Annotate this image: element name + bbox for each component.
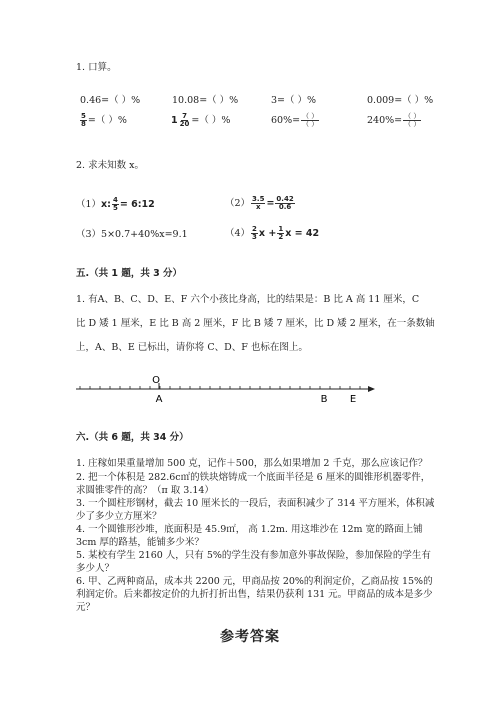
q2-item-3: （3）5×0.7+40%x=9.1 bbox=[76, 229, 188, 240]
fraction: $\frac{( )}{( )}$ bbox=[302, 112, 319, 128]
q2-item-1: （1）x: $\frac{4}{5}$ = 6:12 bbox=[76, 196, 155, 212]
fraction: $\frac{3.5}{x}$ bbox=[252, 195, 265, 211]
fraction: $\frac{0.42}{0.6}$ bbox=[276, 195, 294, 211]
sec6-problem-3: 3. 一个圆柱形钢材，截去 10 厘米长的一段后，表面积减少了 314 平方厘米，体积减少了多少立方厘米？ bbox=[76, 498, 435, 523]
section-6-title: 六.（共 6 题，共 34 分） bbox=[76, 432, 189, 443]
point-label-e: E bbox=[349, 394, 357, 404]
sec6-problem-2: 2. 把一个体积是 282.6c㎡的铁块熔铸成一个底面半径是 6 厘米的圆锥形机器零件，求圆锥零件的高？（π 取 3.14） bbox=[76, 472, 431, 497]
axis-ticks bbox=[80, 383, 360, 389]
sec6-problem-4: 4. 一个圆锥形沙堆，底面积是 45.9㎡， 高 1.2m. 用这堆沙在 12m 宽的路面上铺 3cm 厚的路基，能铺多少米？ bbox=[76, 524, 423, 549]
point-label-b: B bbox=[320, 394, 328, 404]
q1-item-1: 0.46=（ ）% bbox=[80, 95, 141, 106]
q1-item-4: 0.009=（ ）% bbox=[367, 95, 434, 106]
sec6-problem-5: 5. 某校有学生 2160 人，只有 5%的学生没有参加意外事故保险，参加保险的学生有多少人？ bbox=[76, 550, 431, 575]
q2-item-2: （2） $\frac{3.5}{x}$ = $\frac{0.42}{0.6}$ bbox=[225, 195, 294, 211]
sec6-problem-6: 6. 甲、乙两种商品，成本共 2200 元，甲商品按 20%的利润定价，乙商品按 15%的利润定价。后来都按定价的九折打折出售，结果仍获利 131 元。甲商品的成本是多少元？ bbox=[76, 576, 433, 614]
number-line bbox=[70, 368, 380, 404]
answer-title: 参考答案 bbox=[220, 629, 280, 645]
fraction: $\frac{7}{20}$ bbox=[179, 112, 190, 128]
q1-title: 1. 口算。 bbox=[76, 62, 117, 73]
fraction: $\frac{2}{3}$ bbox=[252, 225, 257, 241]
q2-title: 2. 求未知数 x。 bbox=[76, 160, 144, 171]
sec5-line-2: 比 D 矮 1 厘米，E 比 B 高 2 厘米，F 比 B 矮 7 厘米，比 D 矮 2 厘米，在一条数轴 bbox=[76, 318, 435, 329]
q1-item-3: 3=（ ）% bbox=[271, 95, 317, 106]
sec5-line-1: 1. 有A、B、C、D、E、F 六个小孩比身高，比的结果是：B 比 A 高 11 厘米，C bbox=[76, 294, 420, 305]
fraction: $\frac{5}{8}$ bbox=[81, 112, 86, 128]
q1-item-2: 10.08=（ ）% bbox=[172, 95, 239, 106]
q1-item-7: 60%= $\frac{( )}{( )}$ bbox=[271, 112, 319, 128]
q2-item-4: （4） $\frac{2}{3}$ x + $\frac{1}{2}$ x = 42 bbox=[225, 225, 320, 241]
fraction: $\frac{( )}{( )}$ bbox=[404, 112, 421, 128]
sec5-line-3: 上，A、B、E 已标出，请你将 C、D、F 也标在图上。 bbox=[76, 342, 308, 353]
q1-item-6: 1 $\frac{7}{20}$ =（ ）% bbox=[171, 112, 231, 128]
origin-label: O bbox=[152, 375, 160, 386]
section-5-title: 五.（共 1 题，共 3 分） bbox=[76, 268, 183, 279]
point-label-a: A bbox=[155, 394, 163, 404]
sec6-problem-1: 1. 庄稼如果重量增加 500 克，记作＋500，那么如果增加 2 千克，那么应该记作？ bbox=[76, 458, 428, 469]
fraction: $\frac{1}{2}$ bbox=[278, 225, 284, 241]
fraction: $\frac{4}{5}$ bbox=[112, 196, 118, 212]
q1-item-8: 240%= $\frac{( )}{( )}$ bbox=[367, 112, 421, 128]
q1-item-5: $\frac{5}{8}$ =（ ）% bbox=[81, 112, 127, 128]
arrow-head-icon bbox=[368, 386, 375, 392]
